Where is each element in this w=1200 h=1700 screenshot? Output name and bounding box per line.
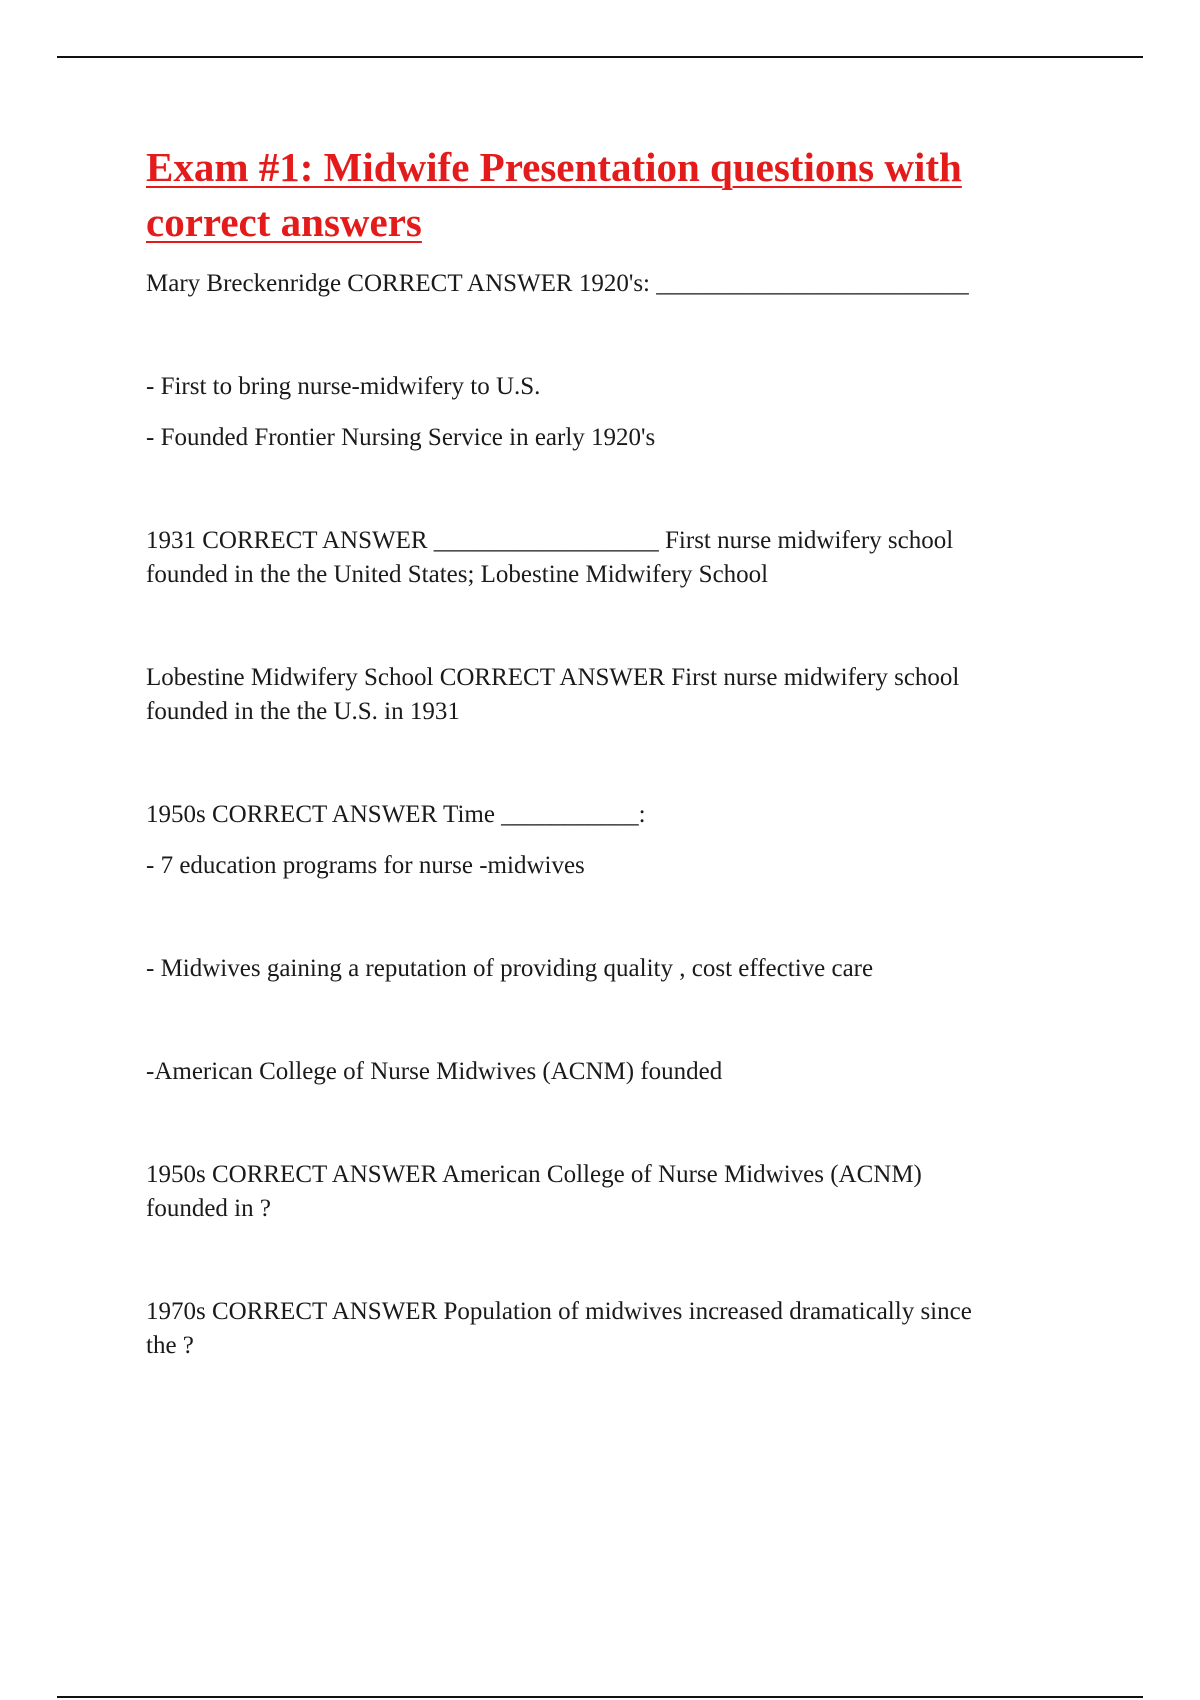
answer-line: 1931 CORRECT ANSWER __________________ First nurse midwifery school xyxy=(146,527,954,554)
answer-line: 1950s CORRECT ANSWER Time ___________: xyxy=(146,801,646,828)
top-divider xyxy=(57,56,1143,58)
answer-line: founded in the the United States; Lobestine Midwifery School xyxy=(146,561,769,588)
document-body xyxy=(146,140,1096,1359)
answer-line: founded in ? xyxy=(146,1195,271,1222)
answer-line: - Midwives gaining a reputation of providing quality , cost effective care xyxy=(146,955,874,982)
answer-line: Lobestine Midwifery School CORRECT ANSWER First nurse midwifery school xyxy=(146,664,960,691)
answer-line: - 7 education programs for nurse -midwives xyxy=(146,852,585,879)
answer-line: - Founded Frontier Nursing Service in early 1920's xyxy=(146,424,656,451)
answer-line: the ? xyxy=(146,1332,194,1359)
title-line-2: correct answers xyxy=(146,199,422,245)
bottom-divider xyxy=(57,1696,1143,1698)
answer-line: founded in the the U.S. in 1931 xyxy=(146,698,460,725)
answer-line: - First to bring nurse-midwifery to U.S. xyxy=(146,373,541,400)
answer-line: 1970s CORRECT ANSWER Population of midwives increased dramatically since xyxy=(146,1298,972,1325)
answer-line: -American College of Nurse Midwives (ACNM) founded xyxy=(146,1058,723,1085)
answer-line: Mary Breckenridge CORRECT ANSWER 1920's: _________________________ xyxy=(146,270,969,297)
answer-line: 1950s CORRECT ANSWER American College of Nurse Midwives (ACNM) xyxy=(146,1161,922,1188)
title-line-1: Exam #1: Midwife Presentation questions with xyxy=(146,144,962,190)
document-title xyxy=(146,140,1096,250)
